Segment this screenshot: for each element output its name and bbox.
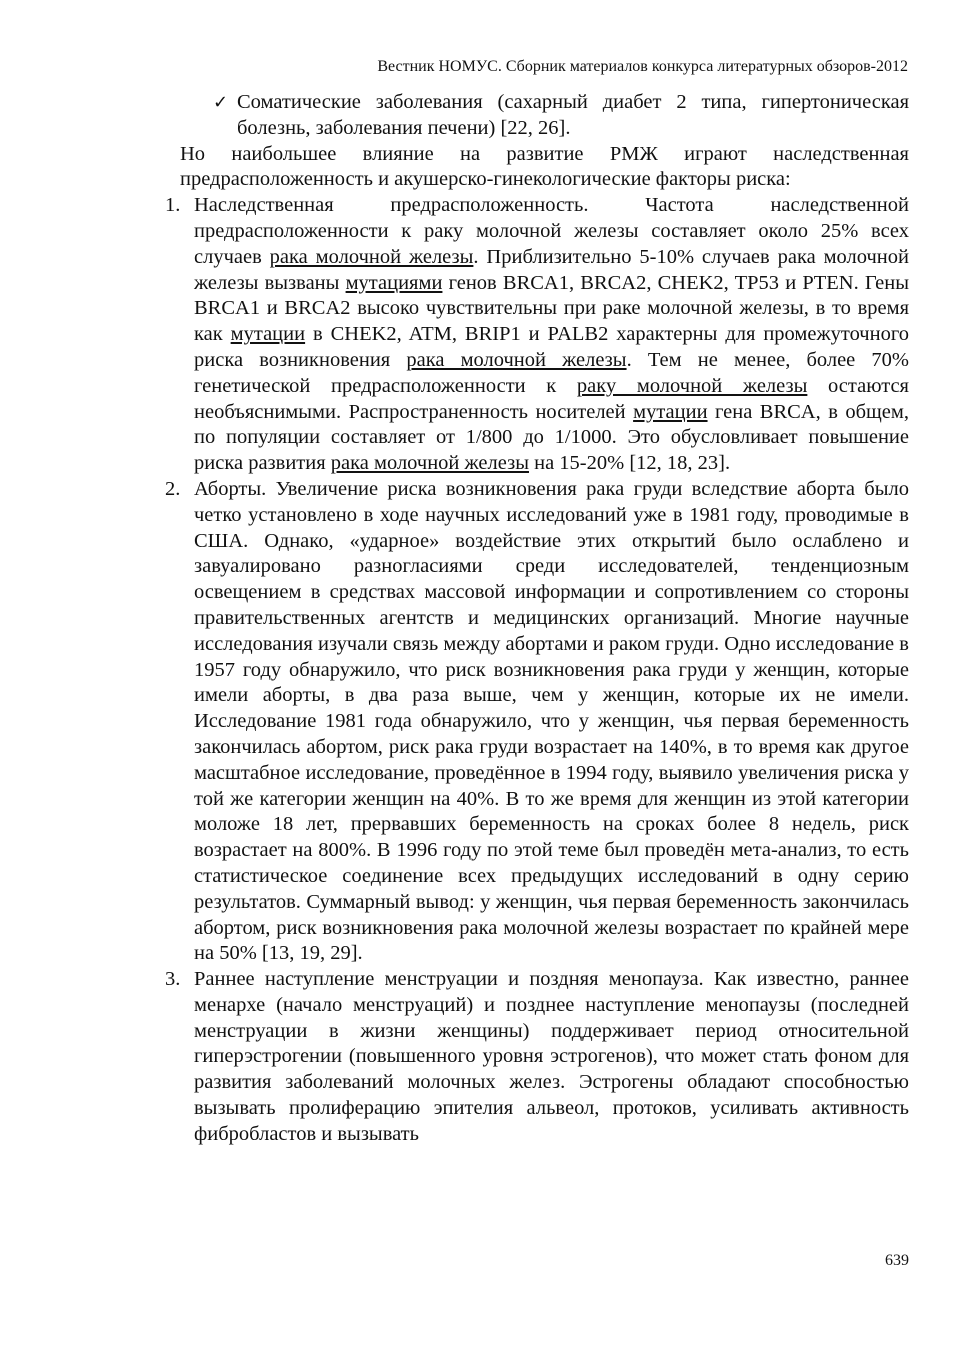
factor-text: Аборты. Увеличение риска возникновения рака груди вследствие аборта было четко установлено в ходе научных исследований уже в 1981 году, проводимые в США. Однако, «ударное» воздействие этих открытий было ослаблено и завуалировано разногласиями среди исследователей, тенденциозным освещением в средствах массовой информации и сопротивлением со стороны правительственных агентств и медицинских организаций. Многие научные исследования изучали связь между абортами и раком груди. Одно исследование в 1957 году обнаружило, что риск возникновения рака груди у женщин, которые имели аборты, в два раза выше, чем у женщин, которые их не имели. Исследование 1981 года обнаружило, что у женщин, чья первая беременность закончилась абортом, риск рака груди возрастает на 140%, в то время как другое масштабное исследование, проведённое в 1994 году, выявило увеличения риска у той же категории женщин на 40%. В то же время для женщин из этой категории моложе 18 лет, прервавших беременность на сроках более 8 недель, риск возрастает на 800%. В 1996 году по этой теме был проведён мета-анализ, то есть статистическое соединение всех предыдущих исследований в одну серию результатов. Суммарный вывод: у женщин, чья первая беременность закончилась абортом, риск возникновения рака молочной железы возрастает по крайней мере на 50% [13, 19, 29].	[194, 477, 909, 965]
factor-text: остаются необъяснимыми. Распространенность носителей	[194, 374, 909, 423]
factor-text: гена BRCA, в общем, по популяции составляет от 1/800 до 1/1000. Это обусловливает повышение риска развития	[194, 400, 909, 475]
link-mutation[interactable]: мутации	[633, 400, 708, 423]
risk-factor-heredity	[165, 193, 909, 477]
factor-text: в CHEK2, ATM, BRIP1 и PALB2 характерны для промежуточного риска возникновения	[194, 323, 909, 371]
factor-text: Наследственная предрасположенность. Частота наследственной предрасположенности к раку молочной железы составляет около 25% всех случаев	[194, 194, 909, 268]
risk-factors-list	[0, 193, 954, 1147]
running-header: Вестник НОМУС. Сборник материалов конкурса литературных обзоров-2012	[377, 58, 908, 75]
link-breast-cancer[interactable]: рака молочной железы	[269, 245, 474, 268]
checkmark-icon: ✓	[213, 92, 229, 113]
checklist-item-text: Соматические заболевания (сахарный диабет 2 типа, гипертоническая болезнь, заболевания печени) [22, 26].	[237, 91, 909, 139]
risk-factor-menstruation	[165, 967, 909, 1148]
link-breast-cancer[interactable]: раку молочной железы	[576, 374, 808, 397]
link-mutations[interactable]: мутациями	[345, 271, 443, 294]
list-number: 3.	[165, 968, 181, 991]
risk-factor-abortions	[165, 477, 909, 967]
factor-text: на 15-20% [12, 18, 23].	[528, 452, 731, 475]
link-breast-cancer[interactable]: рака молочной железы	[406, 348, 627, 371]
link-breast-cancer[interactable]: рака молочной железы	[330, 452, 529, 475]
factor-text: . Тем не менее, более 70% генетической предрасположенности к	[194, 348, 909, 397]
intro-paragraph: Но наибольшее влияние на развитие РМЖ играют наследственная предрасположенность и акушерско-гинекологические факторы риска:	[180, 142, 909, 191]
link-mutations[interactable]: мутации	[230, 323, 306, 346]
checklist-item-somatic	[213, 90, 909, 142]
page-body	[0, 90, 954, 1148]
list-number: 2.	[165, 477, 181, 500]
page-number: 639	[885, 1252, 909, 1269]
factor-text: . Приблизительно 5-10% случаев рака молочной железы вызваны	[194, 245, 909, 294]
factor-text: генов BRCA1, BRCA2, CHEK2, TP53 и PTEN. Гены BRCA1 и BRCA2 высоко чувствительны при раке молочной железы, в то время как	[194, 271, 909, 346]
factor-text: Раннее наступление менструации и поздняя менопауза. Как известно, раннее менархе (начало менструаций) и позднее наступление менопаузы (последней менструации в жизни женщины) поддерживает период относительной гиперэстрогении (повышенного уровня эстрогенов), что может стать фоном для развития заболеваний молочных желез. Эстрогены обладают способностью вызывать пролиферацию эпителия альвеол, протоков, усиливать активность фибробластов и вызывать	[194, 968, 909, 1145]
list-number: 1.	[165, 194, 181, 217]
